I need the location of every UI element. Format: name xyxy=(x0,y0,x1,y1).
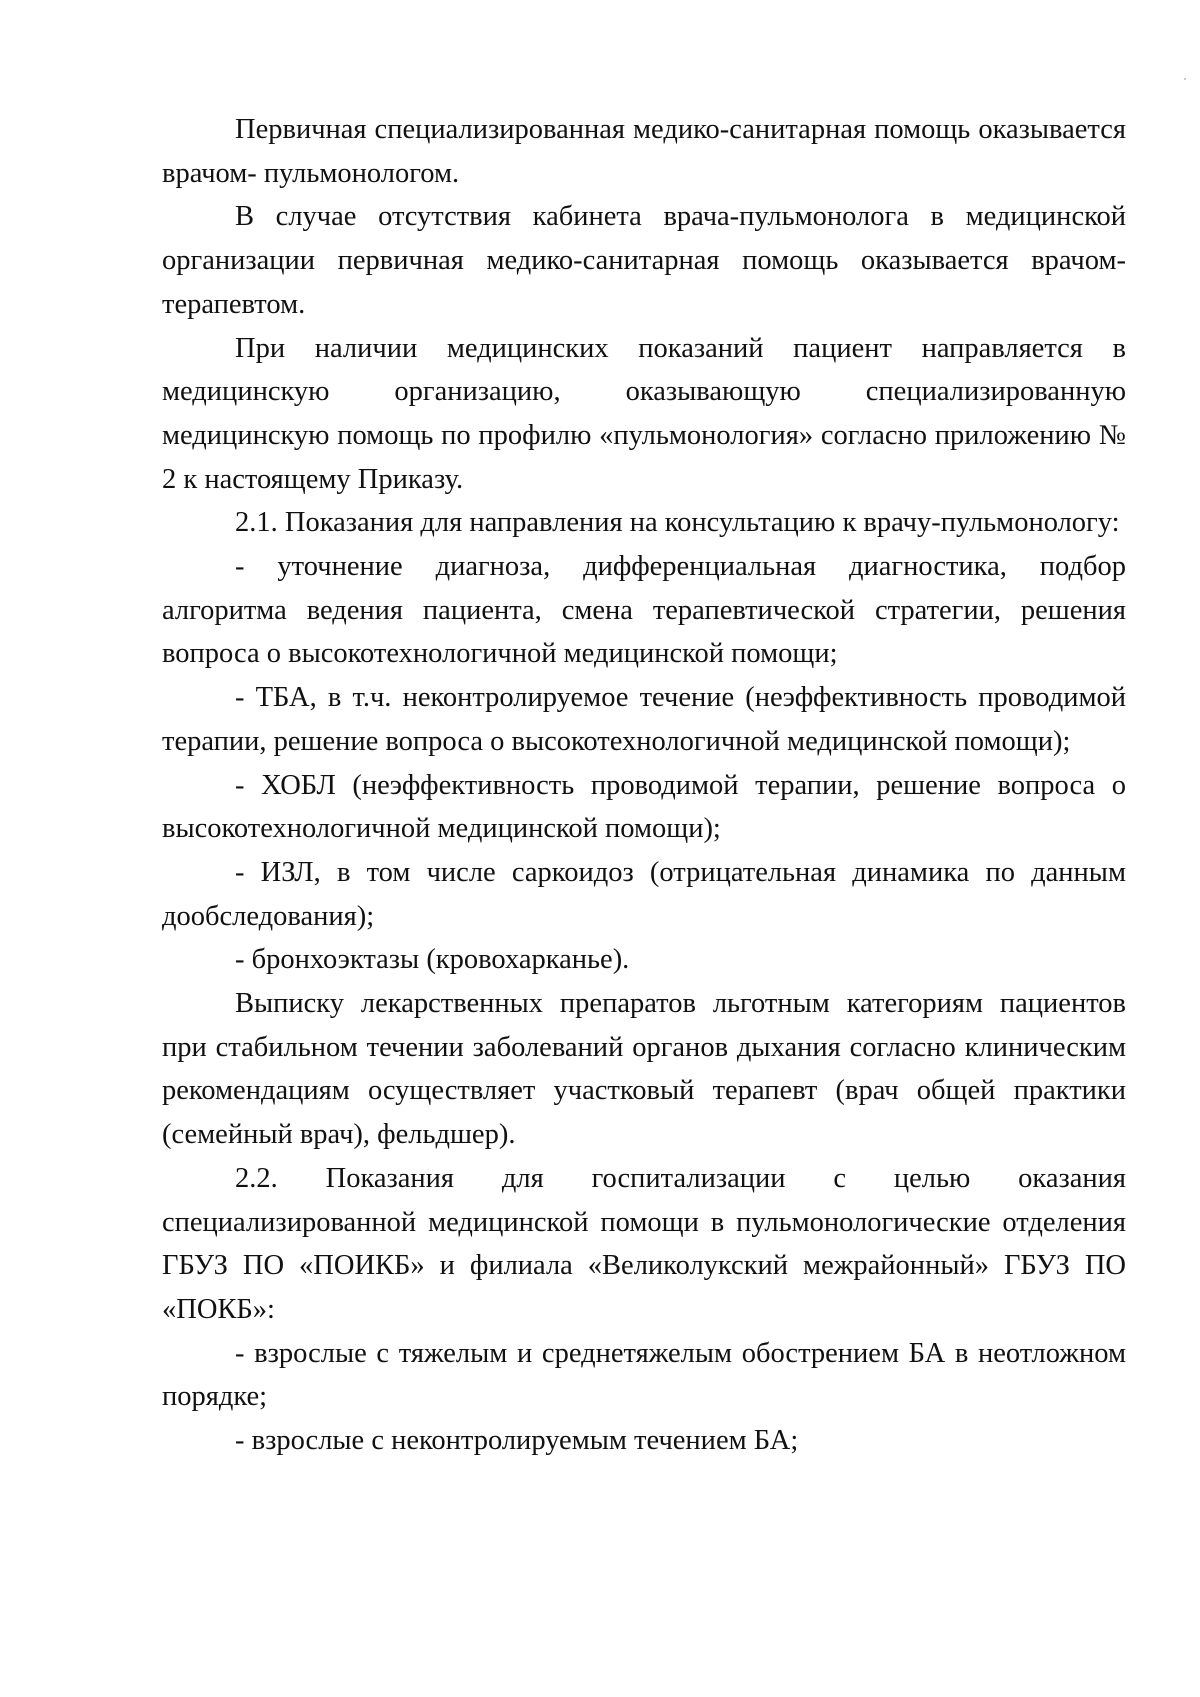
list-item-tba: - ТБА, в т.ч. неконтролируемое течение (неэффективность проводимой терапии, решение вопроса о высокотехнологичной медицинской помощи); xyxy=(162,682,1126,757)
list-item-diagnosis: - уточнение диагноза, дифференциальная диагностика, подбор алгоритма ведения пациента, смена терапевтической стратегии, решения вопроса о высокотехнологичной медицинской помощи; xyxy=(162,551,1126,670)
list-item-adults-exacerbation: - взрослые с тяжелым и среднетяжелым обострением БА в неотложном порядке; xyxy=(162,1337,1126,1413)
list-item-hobl: - ХОБЛ (неэффективность проводимой терапии, решение вопроса о высокотехнологичной медицинской помощи); xyxy=(162,769,1126,845)
section-heading-2-1: 2.1. Показания для направления на консультацию к врачу-пульмонологу: xyxy=(235,507,1120,539)
list-item-bronchiectasis: - бронхоэктазы (кровохарканье). xyxy=(235,944,630,976)
document-body xyxy=(162,108,1126,1463)
scan-dot xyxy=(1184,78,1186,80)
paragraph-referral: При наличии медицинских показаний пациент направляется в медицинскую организацию, оказывающую специализированную медицинскую помощь по профилю «пульмонология» согласно приложению № 2 к настоящему Приказу. xyxy=(162,332,1126,495)
list-item-izl: - ИЗЛ, в том числе саркоидоз (отрицательная динамика по данным дообследования); xyxy=(162,856,1126,932)
paragraph-primary-care: Первичная специализированная медико-санитарная помощь оказывается врачом- пульмонологом. xyxy=(162,114,1126,189)
section-heading-2-2: 2.2. Показания для госпитализации с целью оказания специализированной медицинской помощи в пульмонологические отделения ГБУЗ ПО «ПОИКБ» и филиала «Великолукский межрайонный» ГБУЗ ПО «ПОКБ»: xyxy=(162,1162,1126,1325)
paragraph-prescriptions: Выписку лекарственных препаратов льготным категориям пациентов при стабильном течении заболеваний органов дыхания согласно клиническим рекомендациям осуществляет участковый терапевт (врач общей практики (семейный врач), фельдшер). xyxy=(162,988,1126,1151)
paragraph-no-pulmonologist: В случае отсутствия кабинета врача-пульмонолога в медицинской организации первичная медико-санитарная помощь оказывается врачом-терапевтом. xyxy=(162,201,1126,320)
list-item-adults-uncontrolled: - взрослые с неконтролируемым течением БА; xyxy=(235,1425,799,1457)
